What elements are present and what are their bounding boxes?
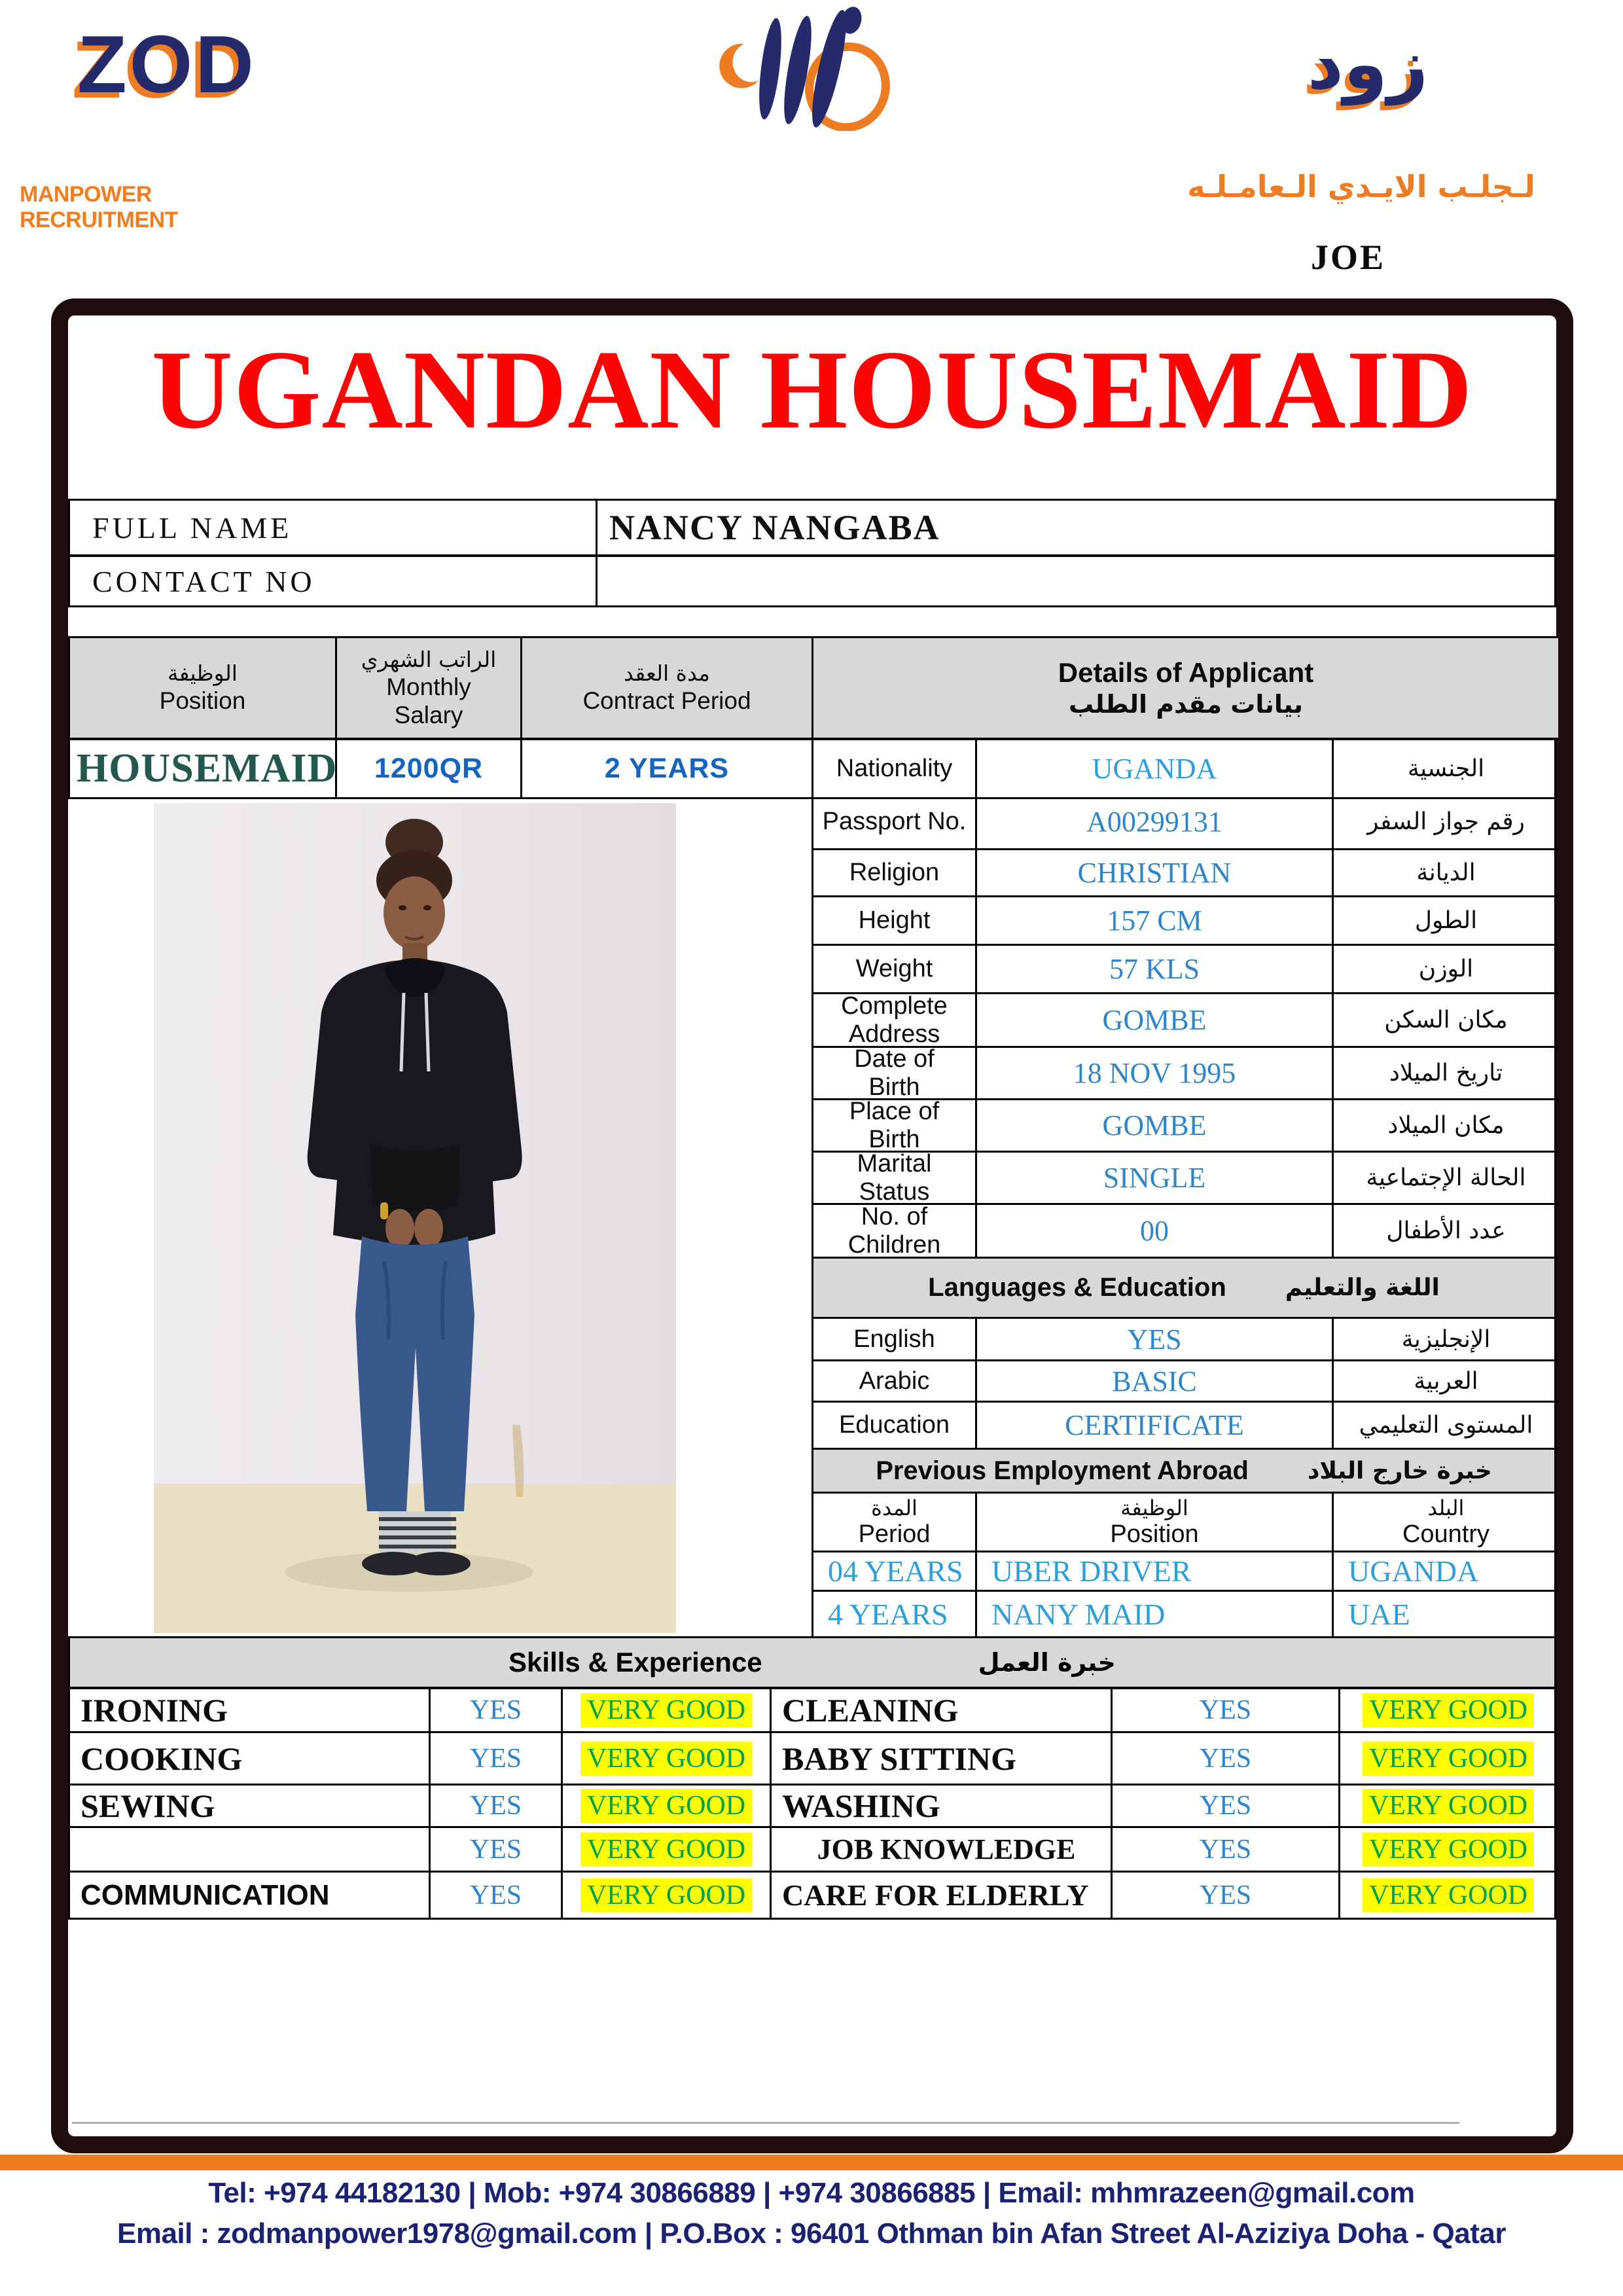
detail-label: Date of Birth <box>813 1048 977 1100</box>
position-col-header-english: Position <box>1110 1520 1199 1549</box>
skills-header-arabic: خبرة العمل <box>978 1648 1116 1677</box>
nationality-row <box>813 740 1558 797</box>
full-name-value: NANCY NANGABA <box>609 508 940 547</box>
position-value-cell <box>70 740 337 797</box>
contract-header-english: Contract Period <box>582 687 751 715</box>
skill-rating: VERY GOOD <box>563 1785 772 1828</box>
detail-label: Marital Status <box>813 1153 977 1205</box>
footer-contact-line: Tel: +974 44182130 | Mob: +974 30866889 | +974 30866885 | Email: mhmrazeen@gmail.com <box>208 2177 1415 2209</box>
language-row-arabic: Arabic BASIC العربية <box>813 1361 1554 1403</box>
detail-value: 18 NOV 1995 <box>977 1048 1334 1100</box>
employment-header <box>813 1450 1554 1494</box>
skill-rating: VERY GOOD <box>563 1733 772 1785</box>
skill-yes: YES <box>1113 1785 1340 1828</box>
detail-value: 00 <box>977 1205 1334 1259</box>
arabic-brand-subtitle: لـجلـب الايـدي الـعامـلـه <box>1187 169 1535 204</box>
detail-arabic: الطول <box>1334 897 1558 946</box>
skill-label: COOKING <box>70 1733 431 1785</box>
position-header-cell <box>70 638 337 740</box>
skill-yes: YES <box>1113 1873 1340 1918</box>
skill-yes: YES <box>1113 1733 1340 1785</box>
contract-value-cell <box>522 740 813 797</box>
skill-rating: VERY GOOD <box>563 1828 772 1873</box>
detail-arabic: تاريخ الميلاد <box>1334 1048 1558 1100</box>
salary-header-english: Monthly Salary <box>386 673 471 728</box>
detail-arabic: الحالة الإجتماعية <box>1334 1153 1558 1205</box>
country-header-arabic: البلد <box>1427 1496 1465 1521</box>
country-header-english: Country <box>1402 1520 1490 1549</box>
details-of-applicant-header <box>813 638 1558 740</box>
employment-row: 4 YEARS NANY MAID UAE <box>813 1592 1554 1636</box>
zod-logo: ZOD <box>77 20 257 110</box>
contact-value-cell <box>597 557 1554 605</box>
nationality-label: Nationality <box>836 755 953 783</box>
skill-label: IRONING <box>70 1689 431 1733</box>
nationality-arabic: الجنسية <box>1407 755 1485 782</box>
footer-orange-bar <box>0 2155 1623 2170</box>
detail-value: SINGLE <box>977 1153 1334 1205</box>
applicant-details-table <box>812 795 1556 1259</box>
language-row-english: English YES الإنجليزية <box>813 1319 1554 1361</box>
details-header-arabic: بيانات مقدم الطلب <box>1069 690 1303 719</box>
position-value: HOUSEMAID <box>77 746 338 791</box>
skill-label: COMMUNICATION <box>70 1873 431 1918</box>
detail-value: 57 KLS <box>977 946 1334 994</box>
skill-rating: VERY GOOD <box>1340 1828 1556 1873</box>
nationality-arabic-cell <box>1334 740 1558 797</box>
skill-rating: VERY GOOD <box>1340 1733 1556 1785</box>
detail-label: Place of Birth <box>813 1100 977 1153</box>
detail-label: Complete Address <box>813 994 977 1048</box>
skill-rating: VERY GOOD <box>1340 1873 1556 1918</box>
page-title: UGANDAN HOUSEMAID <box>151 328 1473 452</box>
applicant-photo <box>154 803 676 1633</box>
detail-label: Weight <box>813 946 977 994</box>
skill-yes: YES <box>431 1873 563 1918</box>
contract-value: 2 YEARS <box>604 753 730 784</box>
skill-yes: YES <box>431 1785 563 1828</box>
arabic-brand-title: زود <box>1307 24 1429 105</box>
languages-header <box>813 1259 1554 1319</box>
skills-table <box>68 1636 1556 1920</box>
salary-header-cell <box>337 638 522 740</box>
detail-label: Passport No. <box>813 795 977 850</box>
language-row-education: Education CERTIFICATE المستوى التعليمي <box>813 1403 1554 1450</box>
detail-value: A00299131 <box>977 795 1334 850</box>
contract-header-cell <box>522 638 813 740</box>
skill-label: CARE FOR ELDERLY <box>772 1873 1113 1918</box>
skill-rating: VERY GOOD <box>1340 1689 1556 1733</box>
detail-arabic: رقم جواز السفر <box>1334 795 1558 850</box>
document-frame <box>51 298 1573 2153</box>
detail-label: Height <box>813 897 977 946</box>
detail-arabic: الديانة <box>1334 850 1558 897</box>
footer-address-line: Email : zodmanpower1978@gmail.com | P.O.Box : 96401 Othman bin Afan Street Al-Aziziya Doha - Qatar <box>116 2217 1507 2250</box>
detail-value: GOMBE <box>977 994 1334 1048</box>
position-col-header-arabic: الوظيفة <box>1120 1496 1188 1521</box>
detail-label: No. of Children <box>813 1205 977 1259</box>
skill-label: JOB KNOWLEDGE <box>772 1828 1113 1873</box>
position-header-arabic: الوظيفة <box>168 660 238 687</box>
skill-yes: YES <box>1113 1689 1340 1733</box>
skills-grid <box>70 1689 1554 1918</box>
detail-arabic: الوزن <box>1334 946 1558 994</box>
skill-label: SEWING <box>70 1785 431 1828</box>
detail-label: Religion <box>813 850 977 897</box>
skill-rating: VERY GOOD <box>1340 1785 1556 1828</box>
contact-label: CONTACT NO <box>92 564 315 598</box>
salary-value-cell <box>337 740 522 797</box>
contract-header-arabic: مدة العقد <box>624 660 710 687</box>
skill-yes: YES <box>431 1689 563 1733</box>
period-header-arabic: المدة <box>871 1496 918 1521</box>
skill-label: BABY SITTING <box>772 1733 1113 1785</box>
nationality-value: UGANDA <box>1092 753 1217 785</box>
languages-education-block <box>812 1259 1556 1638</box>
detail-value: CHRISTIAN <box>977 850 1334 897</box>
skill-label <box>70 1828 431 1873</box>
skills-header-english: Skills & Experience <box>508 1647 762 1677</box>
nationality-label-cell <box>813 740 977 797</box>
employment-row: 04 YEARS UBER DRIVER UGANDA <box>813 1552 1554 1592</box>
skill-rating: VERY GOOD <box>563 1873 772 1918</box>
skill-yes: YES <box>1113 1828 1340 1873</box>
zod-logo-subtitle: MANPOWER RECRUITMENT <box>20 182 178 232</box>
salary-value: 1200QR <box>374 753 484 784</box>
detail-value: GOMBE <box>977 1100 1334 1153</box>
joe-label: JOE <box>1310 238 1386 277</box>
employment-header-english: Previous Employment Abroad <box>876 1456 1249 1485</box>
employment-columns-header <box>813 1494 1554 1552</box>
full-name-label-cell <box>70 501 597 557</box>
name-table <box>68 499 1556 607</box>
skill-yes: YES <box>431 1828 563 1873</box>
skills-header <box>70 1638 1554 1689</box>
skill-rating: VERY GOOD <box>563 1689 772 1733</box>
languages-header-arabic: اللغة والتعليم <box>1285 1274 1440 1301</box>
employment-header-arabic: خبرة خارج البلاد <box>1307 1457 1492 1484</box>
company-figure-icon <box>710 3 919 134</box>
detail-arabic: عدد الأطفال <box>1334 1205 1558 1259</box>
full-name-label: FULL NAME <box>92 511 293 545</box>
period-header-english: Period <box>858 1520 931 1549</box>
position-header-english: Position <box>159 687 246 715</box>
divider-line <box>72 2122 1459 2124</box>
position-header-table <box>68 636 1556 799</box>
skill-label: WASHING <box>772 1785 1113 1828</box>
nationality-value-cell <box>977 740 1334 797</box>
contact-label-cell <box>70 557 597 605</box>
languages-header-english: Languages & Education <box>928 1273 1226 1302</box>
skill-yes: YES <box>431 1733 563 1785</box>
detail-arabic: مكان السكن <box>1334 994 1558 1048</box>
detail-value: 157 CM <box>977 897 1334 946</box>
full-name-value-cell <box>597 501 1554 557</box>
salary-header-arabic: الراتب الشهري <box>361 646 497 672</box>
detail-arabic: مكان الميلاد <box>1334 1100 1558 1153</box>
skill-label: CLEANING <box>772 1689 1113 1733</box>
details-header-english: Details of Applicant <box>1058 657 1314 688</box>
